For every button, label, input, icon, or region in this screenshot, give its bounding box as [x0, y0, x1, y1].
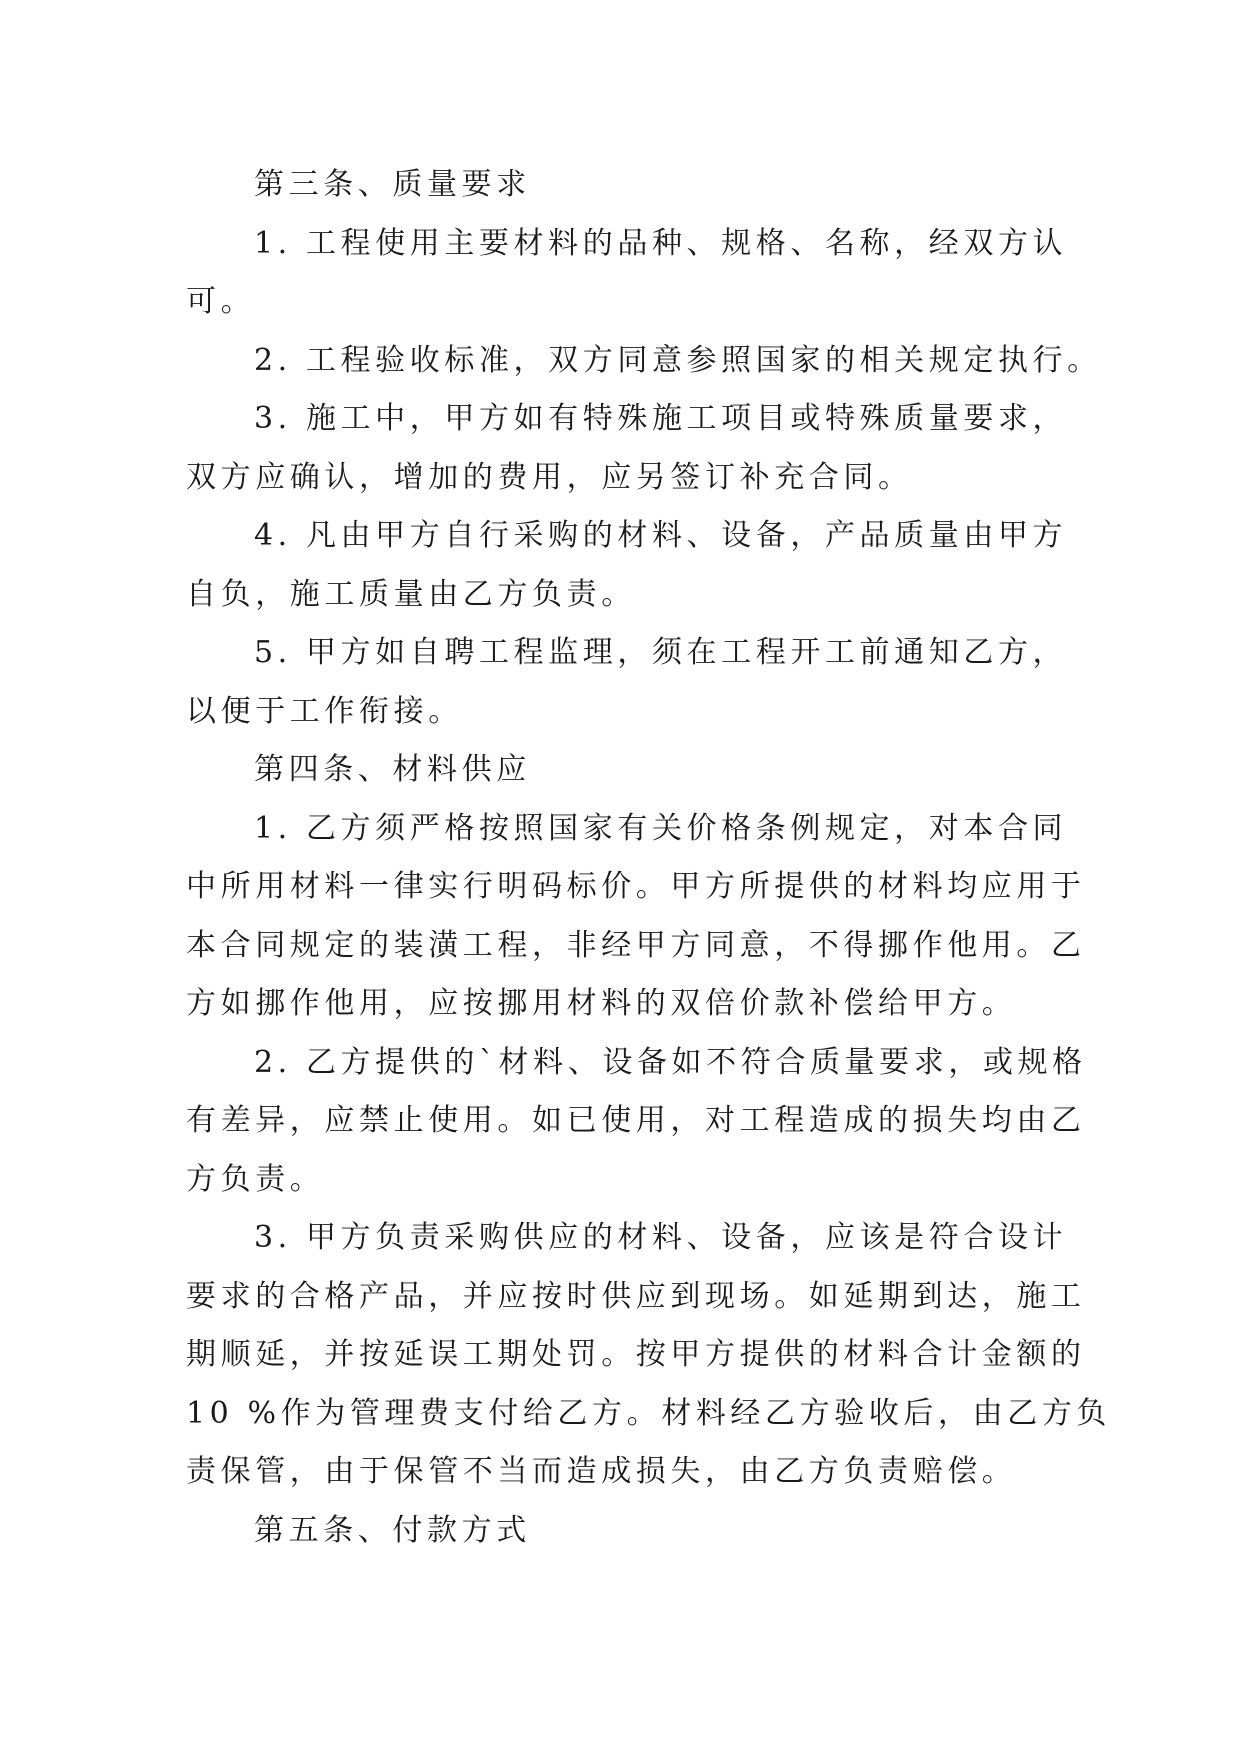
clause-3-3-line-1: 3. 施工中，甲方如有特殊施工项目或特殊质量要求，	[254, 401, 1068, 436]
clause-4-2-line-2: 有差异，应禁止使用。如已使用，对工程造成的损失均由乙	[186, 1103, 1086, 1138]
clause-3-4-line-1: 4. 凡由甲方自行采购的材料、设备，产品质量由甲方	[254, 518, 1068, 553]
clause-3-1-line-1: 1. 工程使用主要材料的品种、规格、名称，经双方认	[254, 225, 1068, 261]
clause-4-3-line-4: 10 %作为管理费支付给乙方。材料经乙方验收后，由乙方负	[186, 1395, 1112, 1431]
clause-3-4-line-2: 自负，施工质量由乙方负责。	[186, 576, 636, 612]
clause-4-1-line-2: 中所用材料一律实行明码标价。甲方所提供的材料均应用于	[186, 869, 1086, 904]
clause-4-3-line-2: 要求的合格产品，并应按时供应到现场。如延期到达，施工	[186, 1278, 1086, 1314]
clause-4-2-line-3: 方负责。	[186, 1161, 325, 1197]
clause-4-1-line-3: 本合同规定的装潢工程，非经甲方同意，不得挪作他用。乙	[186, 927, 1086, 963]
clause-4-2-line-1: 2. 乙方提供的`材料、设备如不符合质量要求，或规格	[254, 1044, 1087, 1080]
clause-4-1-line-4: 方如挪作他用，应按挪用材料的双倍价款补偿给甲方。	[186, 986, 1017, 1021]
section-heading-3: 第三条、质量要求	[254, 167, 531, 202]
clause-3-1-line-2: 可。	[186, 284, 256, 319]
clause-3-5-line-2: 以便于工作衔接。	[186, 693, 463, 729]
section-heading-4: 第四条、材料供应	[254, 752, 531, 787]
clause-4-3-line-5: 责保管，由于保管不当而造成损失，由乙方负责赔偿。	[186, 1454, 1017, 1489]
clause-4-3-line-1: 3. 甲方负责采购供应的材料、设备，应该是符合设计	[254, 1220, 1068, 1255]
clause-3-2-line-1: 2. 工程验收标准，双方同意参照国家的相关规定执行。	[254, 342, 1102, 378]
clause-4-1-line-1: 1. 乙方须严格按照国家有关价格条例规定，对本合同	[254, 810, 1068, 846]
document-body	[186, 156, 1112, 1560]
clause-3-5-line-1: 5. 甲方如自聘工程监理，须在工程开工前通知乙方，	[254, 635, 1068, 670]
section-heading-5: 第五条、付款方式	[254, 1512, 531, 1548]
clause-3-3-line-2: 双方应确认，增加的费用，应另签订补充合同。	[186, 459, 913, 495]
clause-4-3-line-3: 期顺延，并按延误工期处罚。按甲方提供的材料合计金额的	[186, 1337, 1086, 1372]
